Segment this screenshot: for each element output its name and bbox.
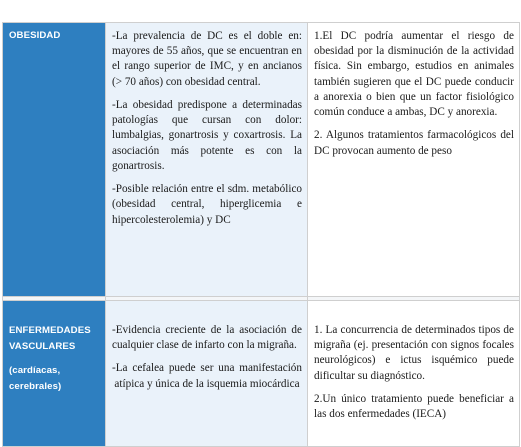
row-label-text: (cardíacas,	[9, 364, 61, 376]
cell-paragraph: 1. La concurrencia de determinados tipos de migraña (ej. presentación con signos focales neurológicos) e ictus isquémico puede dificultar su diagnóstico.	[314, 324, 514, 382]
cell-paragraph: -La cefalea puede ser una manifestación atípica y única de la isquemia miocárdica	[112, 362, 302, 390]
table-row	[3, 23, 520, 297]
row-label-text: cerebrales)	[9, 381, 62, 393]
implications-cell	[308, 23, 520, 297]
cell-paragraph: -Posible relación entre el sdm. metabólico (obesidad central, hiperglicemia e hipercolesterolemia) y DC	[112, 183, 302, 226]
association-cell	[106, 301, 308, 447]
cell-paragraph: -Evidencia creciente de la asociación de cualquier clase de infarto con la migraña.	[112, 324, 302, 352]
row-label-text: VASCULARES	[9, 341, 76, 353]
implications-cell	[308, 301, 520, 447]
cell-paragraph: 2.Un único tratamiento puede beneficiar a las dos enfermedades (IECA)	[314, 392, 514, 421]
cell-paragraph: -La prevalencia de DC es el doble en: mayores de 55 años, que se encuentran en el rango superior de IMC, y en ancianos (> 70 años) con obesidad central.	[112, 30, 302, 88]
comorbidity-table	[2, 22, 520, 447]
table-row	[3, 301, 520, 447]
cell-paragraph: 1.El DC podría aumentar el riesgo de obesidad por la disminución de la actividad física. Sin embargo, estudios en animales también sugieren que el DC puede conducir a anorexia o bien que un factor fisiológico común conduce a ambas, DC y anorexia.	[314, 30, 514, 119]
row-label-obesidad	[3, 23, 106, 297]
cell-paragraph: -La obesidad predispone a determinadas patologías que cursan con dolor: lumbalgias, gonartrosis y coxartrosis. La asociación más potente es con la gonartrosis.	[112, 98, 302, 172]
cell-paragraph: 2. Algunos tratamientos farmacológicos del DC provocan aumento de peso	[314, 129, 514, 157]
row-label-text: ENFERMEDADES	[9, 325, 91, 336]
association-cell	[106, 23, 308, 297]
row-label-vasculares	[3, 301, 106, 447]
row-label-text: OBESIDAD	[9, 30, 61, 41]
